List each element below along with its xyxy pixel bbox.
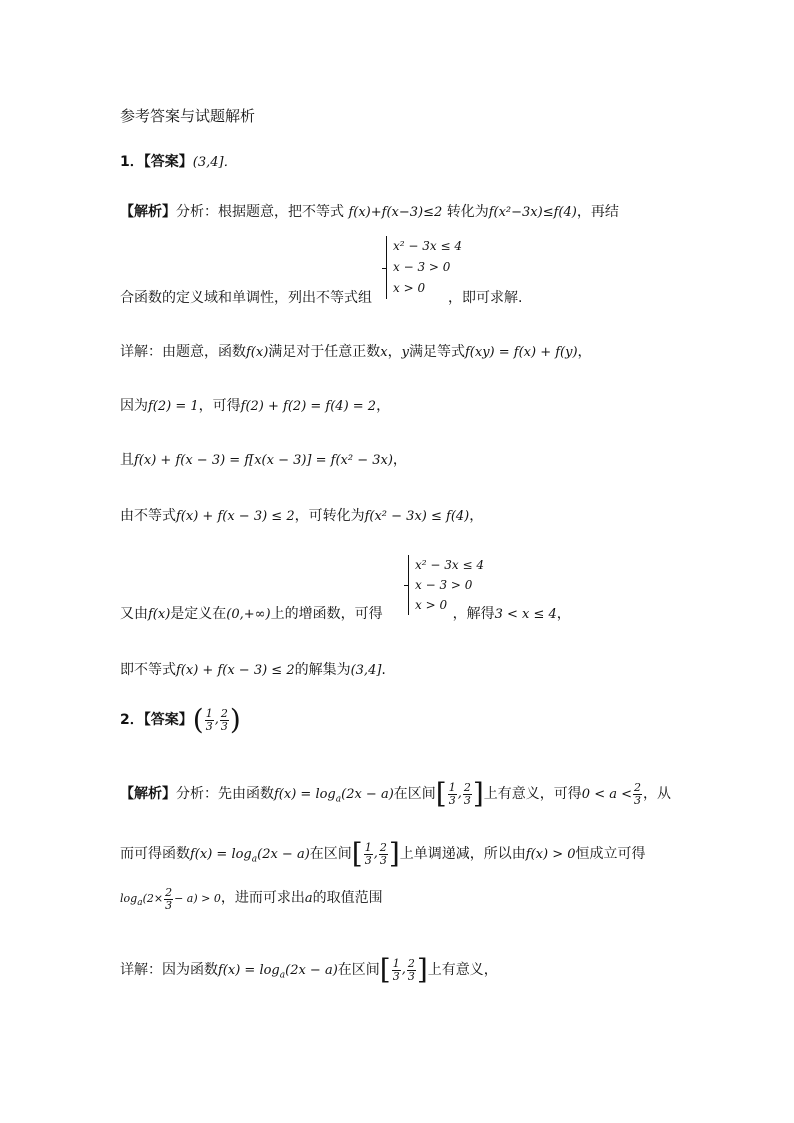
text: 上单调递减，所以由: [399, 846, 526, 862]
math: $f(x) = \log_a(2x - a)$: [274, 787, 394, 805]
math: f(2) + f(2) = f(4) = 2: [240, 399, 377, 414]
text: 是定义在: [170, 606, 227, 622]
q1-analysis-text-d: 合函数的定义域和单调性，列出不等式组: [120, 290, 372, 306]
system-row: x − 3 > 0: [415, 578, 473, 592]
math: f(x) + f(x − 3) ≤ 2: [176, 509, 295, 524]
text: ，: [469, 508, 484, 524]
text: 分析：先由函数: [176, 786, 274, 802]
q1-detail-line6: [120, 660, 386, 681]
system-row: x > 0: [393, 281, 426, 295]
math: 3 < x ≤ 4: [494, 607, 557, 622]
interval: [ $\frac{1}{3}$ , $\frac{2}{3}$ ]: [379, 953, 428, 986]
math: f(x) > 0: [525, 847, 576, 862]
text: 在区间: [337, 962, 380, 978]
q1-answer-label: 1．【答案】: [120, 154, 193, 170]
math: f(x): [246, 345, 269, 360]
q2-answer-label: 2．【答案】: [120, 712, 193, 728]
text: 且: [120, 452, 134, 468]
text: 由不等式: [120, 508, 176, 524]
math: $\log_a(2\times$ $\frac{2}{3}$ − a) > 0: [120, 885, 221, 912]
q1-analysis-line2: [120, 288, 522, 308]
text: 满足对于任意正数: [268, 344, 381, 360]
text: 的解集为: [294, 662, 351, 678]
math: f(2) = 1: [148, 399, 199, 414]
system-row: x² − 3x ≤ 4: [393, 239, 462, 253]
text: 而可得函数: [120, 846, 190, 862]
page-title: 参考答案与试题解析: [120, 107, 256, 125]
q1-analysis-line1: [120, 202, 619, 223]
math: f(x² − 3x) ≤ f(4): [364, 509, 470, 524]
text: 由题意，函数: [162, 344, 246, 360]
q1-analysis-text-e: ，即可求解.: [448, 290, 523, 306]
q2-answer-value: ( $\frac{1}{3}$ , $\frac{2}{3}$ ): [192, 703, 241, 736]
text: 的取值范围: [312, 890, 383, 906]
q1-detail-line2: [120, 396, 390, 417]
q1-analysis-label: 【解析】: [120, 204, 176, 220]
q2-detail-line1: [120, 952, 498, 994]
q1-detail-line1: [120, 342, 592, 363]
text: ，进而可求出: [220, 890, 305, 906]
text: 又由: [120, 606, 148, 622]
text: 因为: [120, 398, 148, 414]
math: f(x) + f(x − 3) = f[x(x − 3)] = f(x² − 3x): [134, 453, 393, 468]
q1-detail-line4: [120, 506, 483, 527]
system-row: x − 3 > 0: [393, 260, 451, 274]
q1-detail-label: 详解：: [120, 344, 162, 360]
text: ，: [392, 452, 407, 468]
math: y: [401, 345, 409, 360]
q1-answer-value: (3,4]．: [192, 155, 237, 170]
q1-detail-line5: [120, 604, 571, 625]
text: 即不等式: [120, 662, 176, 678]
math: x: [380, 345, 388, 360]
interval: [ $\frac{1}{3}$ , $\frac{2}{3}$ ]: [435, 777, 484, 810]
math: $f(x) = \log_a(2x - a)$: [190, 847, 310, 865]
q2-analysis-line2: [120, 836, 646, 878]
q1-analysis-text-b: 转化为: [446, 204, 489, 220]
math: a: [304, 891, 313, 906]
q1-analysis-text-c: ，再结: [576, 204, 619, 220]
text: 上有意义，: [427, 962, 498, 978]
interval: [ $\frac{1}{3}$ , $\frac{2}{3}$ ]: [351, 837, 400, 870]
frac-den: 3: [205, 719, 213, 733]
math: (0,+∞): [226, 607, 271, 622]
text: ，从: [643, 786, 672, 802]
text: ，: [556, 606, 571, 622]
system-row: x² − 3x ≤ 4: [415, 558, 484, 572]
text: 上的增函数，可得: [270, 606, 383, 622]
text: 因为函数: [162, 962, 218, 978]
math: f(x): [148, 607, 171, 622]
text: ，可得: [198, 398, 241, 414]
q2-detail-label: 详解：: [120, 962, 162, 978]
text: 在区间: [393, 786, 436, 802]
text: 满足等式: [409, 344, 465, 360]
q1-analysis-ineq: f(x)+f(x−3)≤2: [348, 205, 443, 220]
q1-analysis-text-a: 分析：根据题意，把不等式: [176, 204, 344, 220]
system-row: x > 0: [415, 598, 448, 612]
math: f(x) + f(x − 3) ≤ 2: [176, 663, 295, 678]
math: 0 < a < $\frac{2}{3}$: [581, 781, 642, 807]
text: ，可转化为: [294, 508, 365, 524]
frac-num: 1: [205, 706, 213, 720]
q1-answer: [120, 152, 237, 173]
text: ，: [387, 344, 402, 360]
q2-analysis-line3: [120, 880, 383, 921]
text: 恒成立可得: [575, 846, 646, 862]
math: f(xy) = f(x) + f(y): [465, 345, 578, 360]
q1-analysis-conv: f(x²−3x)≤f(4): [488, 205, 577, 220]
frac-den: 3: [220, 719, 228, 733]
text: 上有意义，可得: [483, 786, 582, 802]
math: $f(x) = \log_a(2x - a)$: [218, 963, 338, 981]
text: ，: [376, 398, 391, 414]
text: .: [381, 662, 386, 678]
text: ，: [577, 344, 592, 360]
q1-detail-line3: [120, 450, 407, 471]
q2-analysis-line1: [120, 776, 671, 818]
math: (3,4]: [350, 663, 382, 678]
text: 在区间: [309, 846, 352, 862]
text: ，解得: [452, 606, 495, 622]
q2-analysis-label: 【解析】: [120, 786, 176, 802]
q2-answer: [120, 702, 241, 738]
frac-num: 2: [220, 706, 228, 720]
